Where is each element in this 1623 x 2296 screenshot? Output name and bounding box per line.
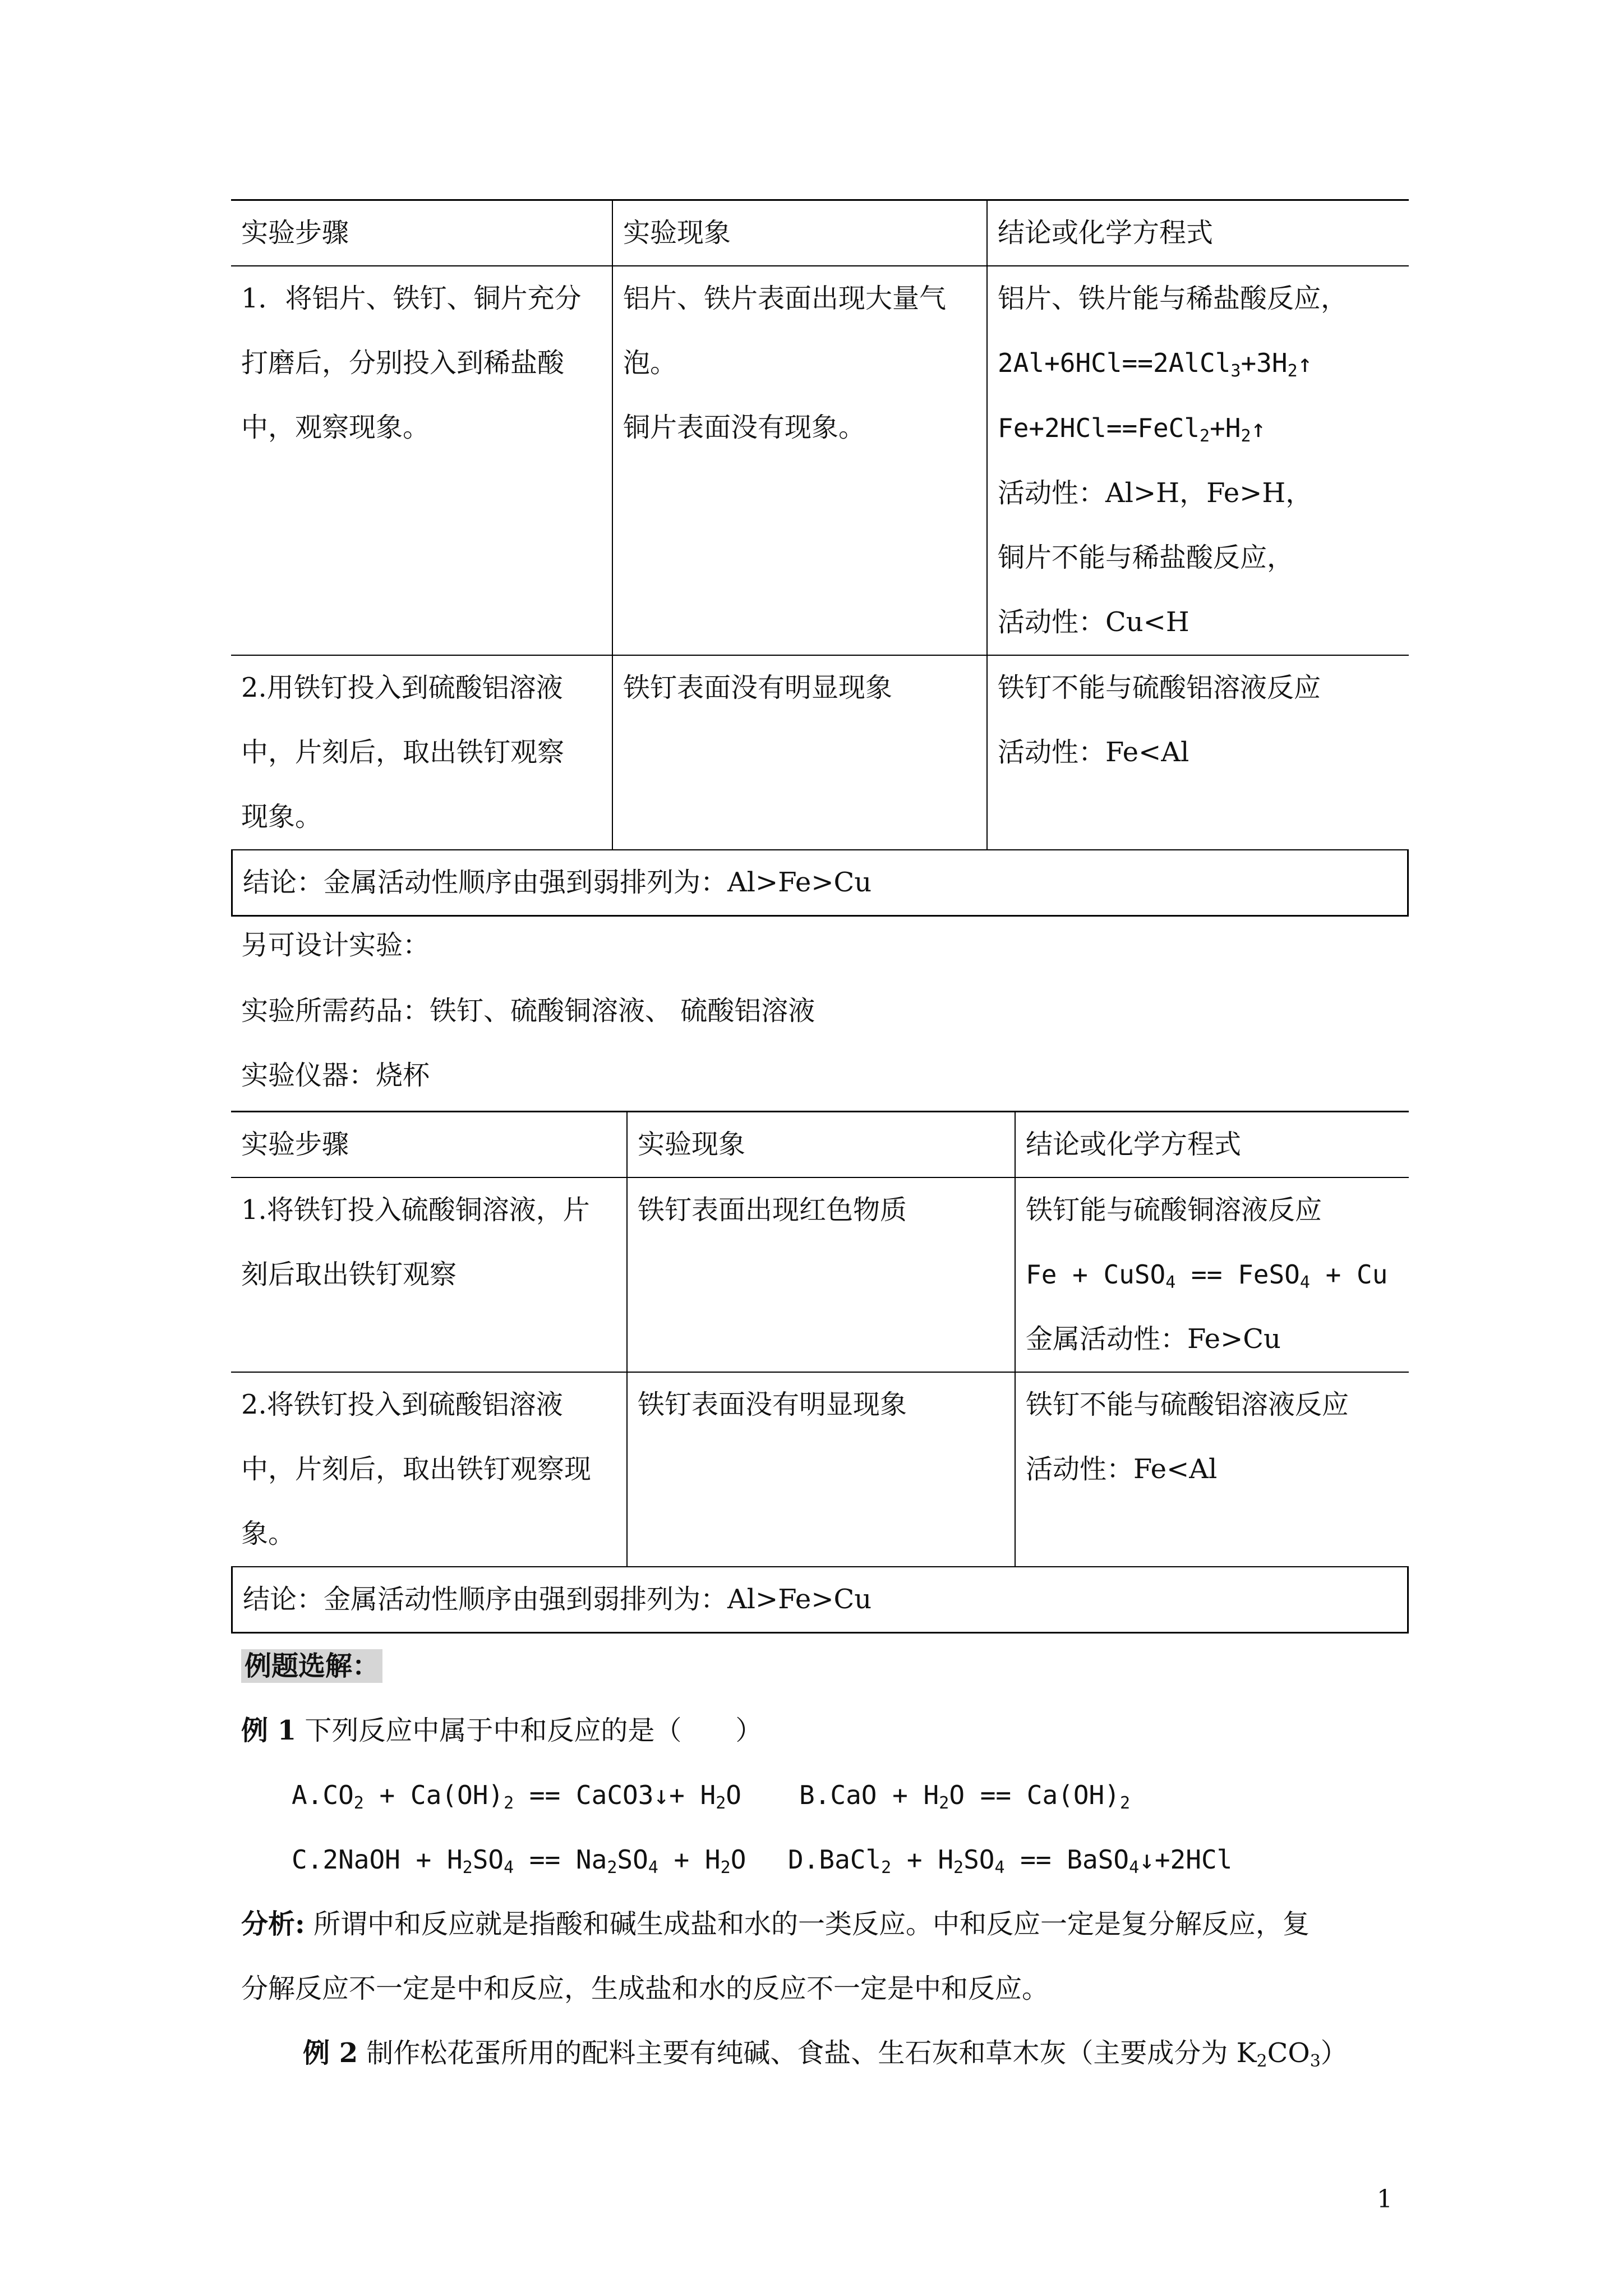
precipitate-arrow-icon: ↓ bbox=[1139, 1844, 1155, 1875]
conclusion-cell: 铁钉不能与硫酸铝溶液反应 活动性：Fe<Al bbox=[987, 655, 1409, 850]
header-step: 实验步骤 bbox=[231, 1112, 627, 1178]
table-summary: 结论：金属活动性顺序由强到弱排列为：Al>Fe>Cu bbox=[231, 1567, 1409, 1634]
conclusion-cell: 铝片、铁片能与稀盐酸反应， $2Al+6HCl==2AlCl_3+3H_2↑$ $Fe+2HCl==FeCl_2+H_2↑$ 活动性：Al>H，Fe>H， 铜片不能与稀盐酸反应， 活动性：Cu<H bbox=[987, 266, 1409, 655]
conclusion-cell: 铁钉不能与硫酸铝溶液反应 活动性：Fe<Al bbox=[1015, 1372, 1409, 1567]
table-row bbox=[231, 655, 1409, 850]
header-phenomenon: 实验现象 bbox=[627, 1112, 1015, 1178]
page-number: 1 bbox=[1377, 2185, 1393, 2214]
experiment-table-1 bbox=[231, 199, 1409, 917]
table-header-row bbox=[231, 1112, 1409, 1178]
example-2-question: 例 2 制作松花蛋所用的配料主要有纯碱、食盐、生石灰和草木灰（主要成分为 $K_2CO_3$） bbox=[303, 2037, 1348, 2071]
table-summary: 结论：金属活动性顺序由强到弱排列为：Al>Fe>Cu bbox=[231, 850, 1409, 917]
step-cell: 1.将铁钉投入硫酸铜溶液，片 刻后取出铁钉观察 bbox=[231, 1177, 627, 1372]
reagents-line: 实验所需药品：铁钉、硫酸铜溶液、 硫酸铝溶液 bbox=[241, 995, 815, 1027]
table-row bbox=[231, 1372, 1409, 1567]
apparatus-line: 实验仪器：烧杯 bbox=[241, 1060, 430, 1091]
step-cell: 2.将铁钉投入到硫酸铝溶液 中，片刻后，取出铁钉观察现 象。 bbox=[231, 1372, 627, 1567]
header-conclusion: 结论或化学方程式 bbox=[987, 200, 1409, 266]
phenomenon-cell: 铁钉表面出现红色物质 bbox=[627, 1177, 1015, 1372]
option-a: $A.CO_2 + Ca(OH)_2$ == CaCO3↓+ $H_2O$ bbox=[292, 1780, 741, 1813]
analysis-line-1: 分析: 所谓中和反应就是指酸和碱生成盐和水的一类反应。中和反应一定是复分解反应，复 bbox=[241, 1908, 1310, 1940]
header-phenomenon: 实验现象 bbox=[612, 200, 987, 266]
experiment-table-2 bbox=[231, 1111, 1409, 1634]
header-step: 实验步骤 bbox=[231, 200, 612, 266]
analysis-line-2: 分解反应不一定是中和反应，生成盐和水的反应不一定是中和反应。 bbox=[241, 1973, 1049, 2004]
gas-arrow-icon: ↑ bbox=[1297, 349, 1313, 378]
option-b: $B.CaO + H_2O == Ca(OH)_2$ bbox=[799, 1780, 1131, 1813]
step-cell: 2.用铁钉投入到硫酸铝溶液 中，片刻后，取出铁钉观察 现象。 bbox=[231, 655, 612, 850]
header-conclusion: 结论或化学方程式 bbox=[1015, 1112, 1409, 1178]
precipitate-arrow-icon: ↓ bbox=[653, 1780, 670, 1810]
equation-fe-hcl: $Fe+2HCl==FeCl_2+H_2↑$ bbox=[998, 413, 1266, 446]
step-cell: 1．将铝片、铁钉、铜片充分 打磨后，分别投入到稀盐酸 中，观察现象。 bbox=[231, 266, 612, 655]
equation-al-hcl: $2Al+6HCl==2AlCl_3+3H_2↑$ bbox=[998, 348, 1313, 381]
examples-heading: 例题选解： bbox=[241, 1649, 382, 1683]
phenomenon-cell: 铁钉表面没有明显现象 bbox=[612, 655, 987, 850]
table-header-row bbox=[231, 200, 1409, 266]
gas-arrow-icon: ↑ bbox=[1251, 415, 1266, 443]
option-c: C.2NaOH + $H_2SO_4 == Na_2SO_4 + H_2O$ bbox=[292, 1844, 746, 1878]
table-row bbox=[231, 266, 1409, 655]
equation-fe-cuso4: Fe + CuSO$_4$ == FeSO$_4$ + Cu bbox=[1026, 1259, 1388, 1292]
table-row bbox=[231, 1177, 1409, 1372]
option-d: D.BaCl$_2$ + $H_2SO_4$ == BaSO$_4$↓+2HCl bbox=[788, 1844, 1233, 1878]
phenomenon-cell: 铝片、铁片表面出现大量气 泡。 铜片表面没有现象。 bbox=[612, 266, 987, 655]
design-note: 另可设计实验： bbox=[241, 930, 430, 961]
conclusion-cell: 铁钉能与硫酸铜溶液反应 Fe + CuSO$_4$ == FeSO$_4$ + Cu 金属活动性：Fe>Cu bbox=[1015, 1177, 1409, 1372]
phenomenon-cell: 铁钉表面没有明显现象 bbox=[627, 1372, 1015, 1567]
example-1-question: 例 1 下列反应中属于中和反应的是（ ） bbox=[241, 1715, 763, 1746]
